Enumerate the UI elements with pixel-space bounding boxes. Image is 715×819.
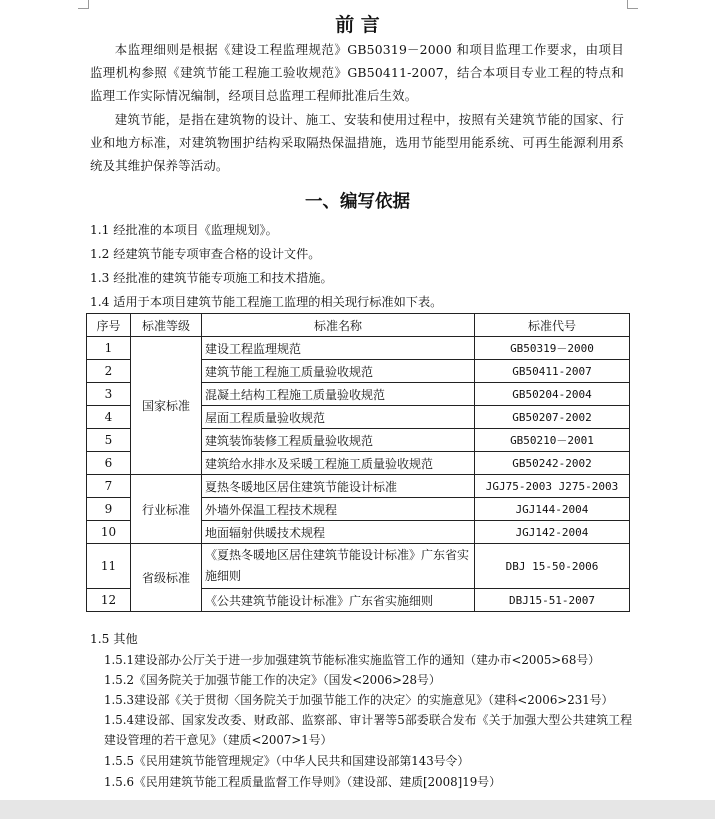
row-code: JGJ144-2004: [475, 498, 630, 521]
row-name: 建设工程监理规范: [202, 337, 475, 360]
basis-item: 1.1 经批准的本项目《监理规划》。: [90, 223, 278, 237]
row-code: DBJ 15-50-2006: [475, 544, 630, 589]
row-no: 1: [87, 337, 131, 360]
row-name: 《夏热冬暖地区居住建筑节能设计标准》广东省实施细则: [202, 544, 475, 589]
header-code: 标准代号: [475, 314, 630, 337]
corner-mark-top-right-h: [627, 8, 638, 9]
other-item: 1.5.2《国务院关于加强节能工作的决定》（国发<2006>28号）: [104, 673, 441, 687]
row-name: 混凝土结构工程施工质量验收规范: [202, 383, 475, 406]
other-item: 1.5.6《民用建筑节能工程质量监督工作导则》（建设部、建质[2008]19号）: [104, 775, 501, 789]
row-code: JGJ75-2003 J275-2003: [475, 475, 630, 498]
row-no: 5: [87, 429, 131, 452]
level-cell: 省级标准: [131, 544, 202, 612]
basis-item: 1.3 经批准的建筑节能专项施工和技术措施。: [90, 271, 333, 285]
corner-mark-top-left-v: [88, 0, 89, 8]
other-item: 1.5.1建设部办公厅关于进一步加强建筑节能标准实施监管工作的通知（建办市<2005>68号）: [104, 653, 600, 667]
row-name: 建筑装饰装修工程质量验收规范: [202, 429, 475, 452]
row-no: 9: [87, 498, 131, 521]
preface-paragraph-2: 建筑节能，是指在建筑物的设计、施工、安装和使用过程中，按照有关建筑节能的国家、行业和地方标准，对建筑物围护结构采取隔热保温措施，选用节能型用能系统、可再生能源利用系统及其维护保养等活动。: [90, 112, 624, 173]
table-row: [87, 337, 630, 360]
level-cell: 国家标准: [131, 337, 202, 475]
row-no: 12: [87, 589, 131, 612]
row-code: GB50210－2001: [475, 429, 630, 452]
basis-item: 1.2 经建筑节能专项审查合格的设计文件。: [90, 247, 321, 261]
header-no: 序号: [87, 314, 131, 337]
header-level: 标准等级: [131, 314, 202, 337]
corner-mark-top-right-v: [627, 0, 628, 8]
row-no: 10: [87, 521, 131, 544]
row-code: JGJ142-2004: [475, 521, 630, 544]
row-no: 2: [87, 360, 131, 383]
row-code: GB50242-2002: [475, 452, 630, 475]
table-row: [87, 544, 630, 589]
other-item: 1.5.5《民用建筑节能管理规定》（中华人民共和国建设部第143号令）: [104, 754, 470, 768]
row-name: 屋面工程质量验收规范: [202, 406, 475, 429]
row-name: 地面辐射供暖技术规程: [202, 521, 475, 544]
row-no: 4: [87, 406, 131, 429]
row-code: GB50207-2002: [475, 406, 630, 429]
row-no: 6: [87, 452, 131, 475]
row-code: DBJ15-51-2007: [475, 589, 630, 612]
preface-paragraph-1: 本监理细则是根据《建设工程监理规范》GB50319－2000 和项目监理工作要求，由项目监理机构参照《建筑节能工程施工验收规范》GB50411-2007，结合本项目专业工程的特点和监理工作实际情况编制，经项目总监理工程师批准后生效。: [90, 42, 624, 103]
section-heading: 一、编写依据: [305, 192, 410, 212]
row-name: 外墙外保温工程技术规程: [202, 498, 475, 521]
level-cell: 行业标准: [131, 475, 202, 544]
header-name: 标准名称: [202, 314, 475, 337]
other-item: 1.5.4建设部、国家发改委、财政部、监察部、审计署等5部委联合发布《关于加强大型公共建筑工程建设管理的若干意见》（建质<2007>1号）: [104, 713, 632, 747]
row-code: GB50319－2000: [475, 337, 630, 360]
row-name: 建筑给水排水及采暖工程施工质量验收规范: [202, 452, 475, 475]
corner-mark-top-left-h: [78, 8, 89, 9]
row-code: GB50411-2007: [475, 360, 630, 383]
page-title: 前 言: [335, 14, 380, 36]
row-no: 11: [87, 544, 131, 589]
standards-table: [86, 313, 630, 612]
row-name: 夏热冬暖地区居住建筑节能设计标准: [202, 475, 475, 498]
row-no: 3: [87, 383, 131, 406]
basis-item: 1.4 适用于本项目建筑节能工程施工监理的相关现行标准如下表。: [90, 295, 443, 309]
row-name: 建筑节能工程施工质量验收规范: [202, 360, 475, 383]
other-item: 1.5.3建设部《关于贯彻〈国务院关于加强节能工作的决定〉的实施意见》（建科<2006>231号）: [104, 693, 614, 707]
page-gap: [0, 800, 715, 819]
row-name: 《公共建筑节能设计标准》广东省实施细则: [202, 589, 475, 612]
row-code: GB50204-2004: [475, 383, 630, 406]
other-heading: 1.5 其他: [90, 632, 138, 646]
table-row: [87, 475, 630, 498]
table-header-row: [87, 314, 630, 337]
row-no: 7: [87, 475, 131, 498]
